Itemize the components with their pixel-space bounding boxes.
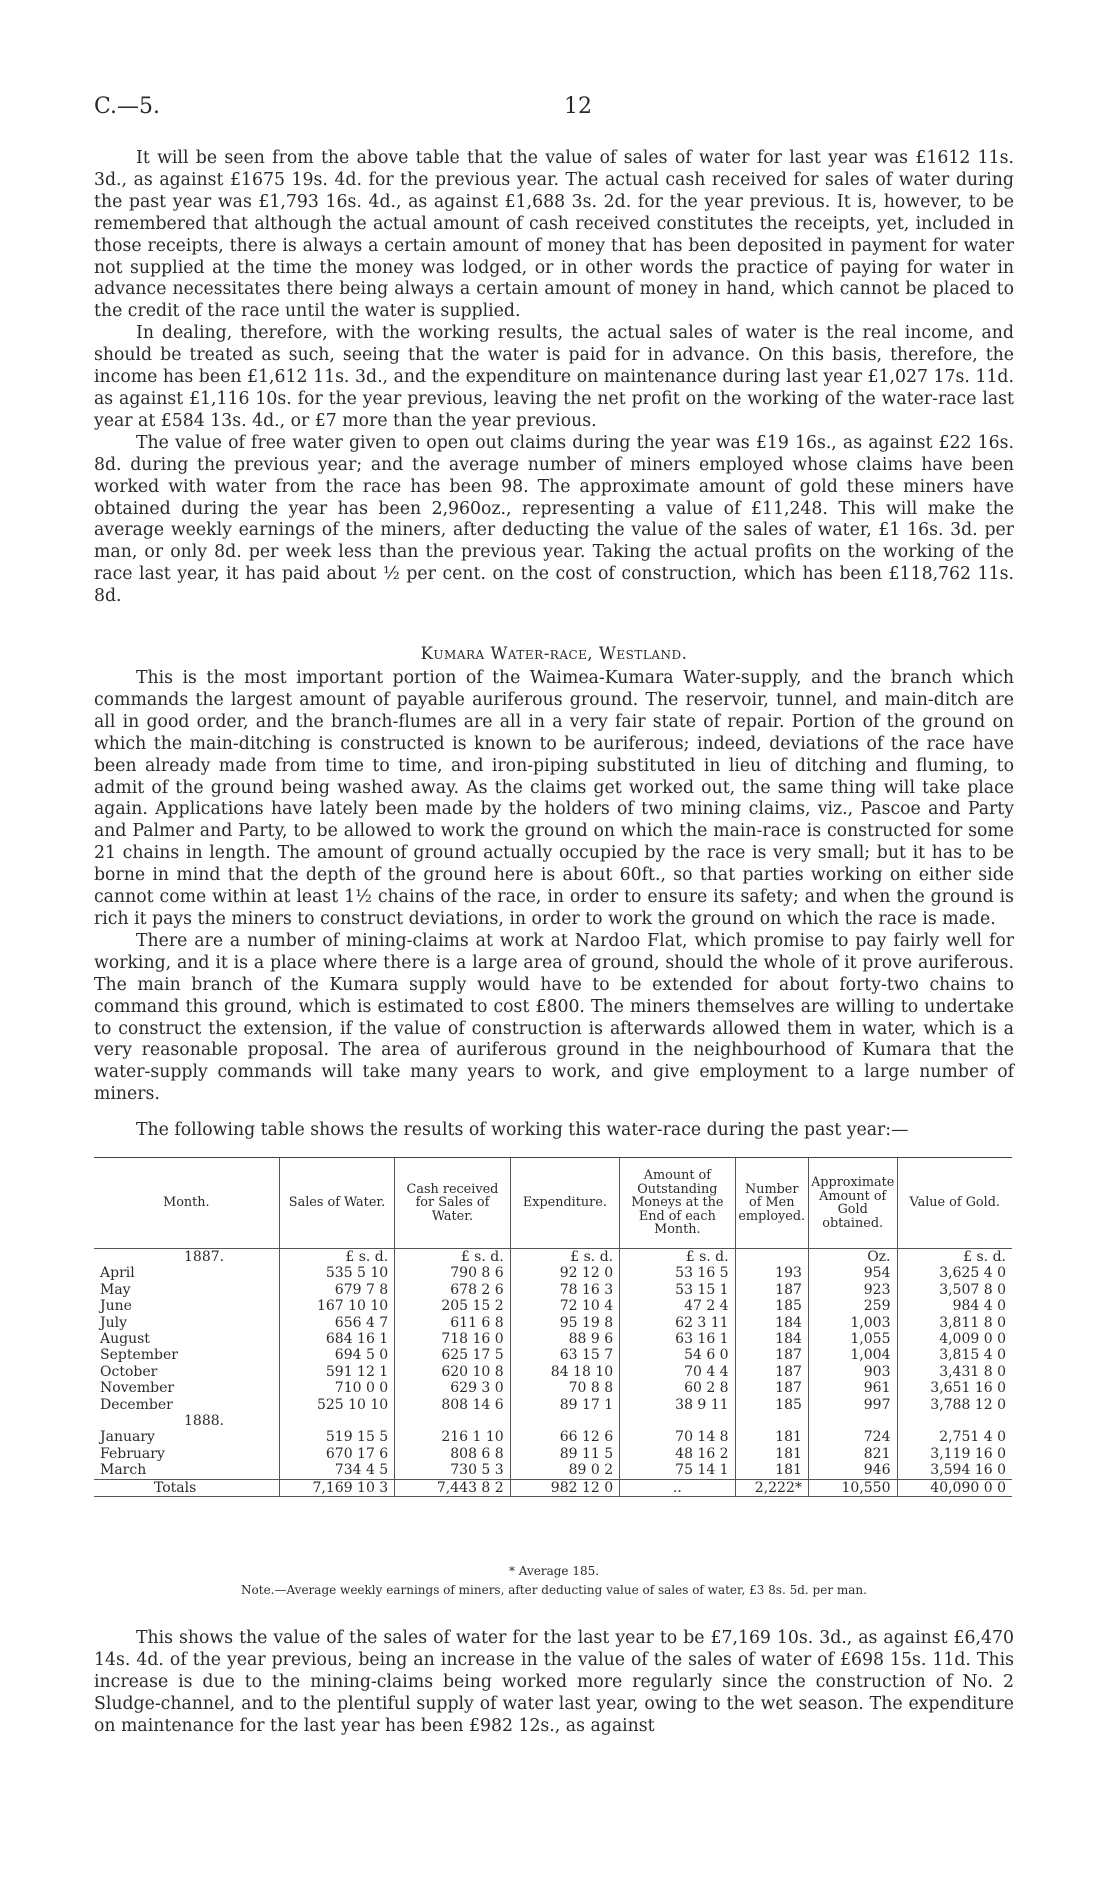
cell-value: 3,788 12 0	[897, 1397, 1012, 1413]
total-cash: 7,443 8 2	[395, 1479, 510, 1496]
cell-value: 4,009 0 0	[897, 1331, 1012, 1347]
section-heading: Kumara Water-race, Westland.	[420, 644, 688, 663]
unit-value: £ s. d.	[897, 1249, 1012, 1266]
cell-sales: 734 4 5	[279, 1462, 394, 1479]
table-row	[94, 1282, 1012, 1298]
paragraph-free-water: The value of free water given to open out claims during the year was £19 16s., as against £22 16s. 8d. during the previous year; and the average number of miners employed whose claims have been worked with water from the race has been 98. The approximate amount of gold these miners have obtained during the year has been 2,960oz., representing a value of £11,248. This will make the average weekly earnings of the miners, after deducting the value of the sales of water, £1 16s. 3d. per man, or only 8d. per week less than the previous year. Taking the actual profits on the working of the race last year, it has paid about ½ per cent. on the cost of construction, which has been £118,762 11s. 8d.	[94, 432, 1014, 607]
cell-value: 3,815 4 0	[897, 1347, 1012, 1363]
paragraph-sales-increase: This shows the value of the sales of water for the last year to be £7,169 10s. 3d., as against £6,470 14s. 4d. of the year previous, being an increase in the value of the sales of water of £698 15s. 11d. This increase is due to the mining-claims being worked more regularly since the construction of No. 2 Sludge-channel, and to the plentiful supply of water last year, owing to the wet season. The expenditure on maintenance for the last year has been £982 12s., as against	[94, 1628, 1014, 1736]
cell-oz: 997	[808, 1397, 897, 1413]
col-gold-oz: Approximate Amount of Gold obtained.	[808, 1158, 897, 1249]
totals-label: Totals	[94, 1479, 279, 1496]
table-row	[94, 1364, 1012, 1380]
cell-sales: 679 7 8	[279, 1282, 394, 1298]
cell-sales: 591 12 1	[279, 1364, 394, 1380]
unit-men	[735, 1249, 808, 1266]
unit-sales: £ s. d.	[279, 1249, 394, 1266]
cell-sales: 684 16 1	[279, 1331, 394, 1347]
total-sales: 7,169 10 3	[279, 1479, 394, 1496]
cell-value: 3,431 8 0	[897, 1364, 1012, 1380]
cell-sales: 656 4 7	[279, 1315, 394, 1331]
unit-expenditure: £ s. d.	[510, 1249, 619, 1266]
cell-oz: 821	[808, 1446, 897, 1462]
footnote-average: * Average 185.	[508, 1564, 600, 1578]
paragraph-working-results: In dealing, therefore, with the working results, the actual sales of water is the real income, and should be treated as such, seeing that the water is paid for in advance. On this basis, therefore, the income has been £1,612 11s. 3d., and the expenditure on maintenance during last year £1,027 17s. 11d. as against £1,116 10s. for the year previous, leaving the net profit on the working of the water-race last year at £584 13s. 4d., or £7 more than the year previous.	[94, 323, 1014, 431]
paragraph-sales-comparison: It will be seen from the above table that the value of sales of water for last year was £1612 11s. 3d., as against £1675 19s. 4d. for the previous year. The actual cash received for sales of water during the past year was £1,793 16s. 4d., as against £1,688 3s. 2d. for the year previous. It is, however, to be remembered that although the actual amount of cash received constitutes the receipts, yet, included in those receipts, there is always a certain amount of money that has been deposited in payment for water not supplied at the time the money was lodged, or in other words the practice of paying for water in advance necessitates there being always a certain amount of money in hand, which cannot be placed to the credit of the race until the water is supplied.	[94, 148, 1014, 322]
cell-month: September	[100, 1347, 178, 1364]
body-text-kumara	[94, 668, 1014, 1106]
total-exp: 982 12 0	[510, 1479, 619, 1496]
cell-sales: 525 10 10	[279, 1397, 394, 1413]
table-row	[94, 1265, 1012, 1281]
cell-cash: 808 14 6	[395, 1397, 510, 1413]
cell-oz: 259	[808, 1298, 897, 1314]
total-out: ..	[620, 1479, 735, 1496]
cell-cash: 678 2 6	[395, 1282, 510, 1298]
cell-men: 185	[735, 1397, 808, 1413]
cell-out: 63 16 1	[620, 1331, 735, 1347]
cell-exp: 63 15 7	[510, 1347, 619, 1363]
col-expenditure: Expenditure.	[510, 1158, 619, 1249]
cell-value: 3,625 4 0	[897, 1265, 1012, 1281]
unit-outstanding: £ s. d.	[620, 1249, 735, 1266]
footnote-note: Note.—Average weekly earnings of miners, after deducting value of sales of water, £3 8s. 5d. per man.	[241, 1583, 867, 1597]
cell-men: 187	[735, 1347, 808, 1363]
cell-value: 3,507 8 0	[897, 1282, 1012, 1298]
cell-exp: 84 18 10	[510, 1364, 619, 1380]
table-row	[94, 1380, 1012, 1396]
col-cash: Cash received for Sales of Water.	[395, 1158, 510, 1249]
cell-out: 38 9 11	[620, 1397, 735, 1413]
unit-oz: Oz.	[808, 1249, 897, 1266]
cell-oz: 946	[808, 1462, 897, 1479]
cell-sales: 519 15 5	[279, 1429, 394, 1445]
cell-cash: 790 8 6	[395, 1265, 510, 1281]
cell-oz: 923	[808, 1282, 897, 1298]
cell-month: April	[100, 1265, 135, 1282]
cell-out: 53 15 1	[620, 1282, 735, 1298]
cell-out: 53 16 5	[620, 1265, 735, 1281]
body-text-top	[94, 148, 1014, 608]
cell-men: 181	[735, 1462, 808, 1479]
total-value: 40,090 0 0	[897, 1479, 1012, 1496]
table-row	[94, 1429, 1012, 1445]
table-row	[94, 1462, 1012, 1479]
cell-value: 984 4 0	[897, 1298, 1012, 1314]
cell-value: 3,651 16 0	[897, 1380, 1012, 1396]
cell-sales: 535 5 10	[279, 1265, 394, 1281]
cell-oz: 961	[808, 1380, 897, 1396]
cell-month: June	[100, 1298, 132, 1315]
cell-exp: 89 0 2	[510, 1462, 619, 1479]
table-header-row	[94, 1158, 1012, 1249]
cell-oz: 1,004	[808, 1347, 897, 1363]
cell-out: 60 2 8	[620, 1380, 735, 1396]
table-row	[94, 1397, 1012, 1413]
cell-value: 3,811 8 0	[897, 1315, 1012, 1331]
col-outstanding: Amount of Outstanding Moneys at the End of each Month.	[620, 1158, 735, 1249]
cell-value: 2,751 4 0	[897, 1429, 1012, 1445]
page-header	[94, 94, 1014, 124]
cell-men: 187	[735, 1380, 808, 1396]
cell-cash: 730 5 3	[395, 1462, 510, 1479]
cell-out: 62 3 11	[620, 1315, 735, 1331]
cell-cash: 625 17 5	[395, 1347, 510, 1363]
year-row	[94, 1413, 1012, 1429]
table-row	[94, 1298, 1012, 1314]
cell-sales: 710 0 0	[279, 1380, 394, 1396]
cell-men: 185	[735, 1298, 808, 1314]
cell-sales: 167 10 10	[279, 1298, 394, 1314]
document-reference: C.—5.	[94, 94, 161, 119]
cell-month: March	[100, 1462, 147, 1479]
unit-cash: £ s. d.	[395, 1249, 510, 1266]
cell-value: 3,594 16 0	[897, 1462, 1012, 1479]
col-month: Month.	[94, 1158, 279, 1249]
total-oz: 10,550	[808, 1479, 897, 1496]
table-row	[94, 1347, 1012, 1363]
cell-cash: 216 1 10	[395, 1429, 510, 1445]
cell-exp: 72 10 4	[510, 1298, 619, 1314]
cell-cash: 205 15 2	[395, 1298, 510, 1314]
cell-men: 181	[735, 1446, 808, 1462]
year-label: 1887.	[184, 1249, 225, 1265]
cell-value: 3,119 16 0	[897, 1446, 1012, 1462]
cell-month: October	[100, 1363, 158, 1380]
cell-men: 187	[735, 1282, 808, 1298]
cell-men: 181	[735, 1429, 808, 1445]
cell-month: May	[100, 1281, 131, 1298]
cell-month: July	[100, 1314, 128, 1331]
cell-month: January	[100, 1429, 155, 1446]
page-number: 12	[564, 94, 592, 119]
cell-oz: 903	[808, 1364, 897, 1380]
cell-sales: 670 17 6	[279, 1446, 394, 1462]
cell-out: 47 2 4	[620, 1298, 735, 1314]
cell-month: December	[100, 1396, 173, 1413]
cell-exp: 88 9 6	[510, 1331, 619, 1347]
cell-cash: 718 16 0	[395, 1331, 510, 1347]
col-sales: Sales of Water.	[279, 1158, 394, 1249]
totals-row	[94, 1479, 1012, 1496]
cell-month: August	[100, 1331, 150, 1348]
units-row	[94, 1249, 1012, 1266]
cell-cash: 620 10 8	[395, 1364, 510, 1380]
table-row	[94, 1315, 1012, 1331]
col-men: Number of Men employed.	[735, 1158, 808, 1249]
cell-out: 75 14 1	[620, 1462, 735, 1479]
cell-cash: 808 6 8	[395, 1446, 510, 1462]
cell-sales: 694 5 0	[279, 1347, 394, 1363]
total-men: 2,222*	[735, 1479, 808, 1496]
cell-men: 184	[735, 1315, 808, 1331]
cell-men: 187	[735, 1364, 808, 1380]
cell-out: 48 16 2	[620, 1446, 735, 1462]
cell-men: 193	[735, 1265, 808, 1281]
body-text-bottom	[94, 1628, 1014, 1738]
col-gold-value: Value of Gold.	[897, 1158, 1012, 1249]
cell-exp: 70 8 8	[510, 1380, 619, 1396]
cell-exp: 89 17 1	[510, 1397, 619, 1413]
table-row	[94, 1446, 1012, 1462]
cell-cash: 629 3 0	[395, 1380, 510, 1396]
cell-month: November	[100, 1380, 175, 1397]
table-intro: The following table shows the results of working this water-race during the past year:—	[136, 1120, 909, 1140]
cell-exp: 92 12 0	[510, 1265, 619, 1281]
cell-exp: 66 12 6	[510, 1429, 619, 1445]
cell-out: 54 6 0	[620, 1347, 735, 1363]
cell-month: February	[100, 1445, 165, 1462]
cell-out: 70 4 4	[620, 1364, 735, 1380]
cell-oz: 954	[808, 1265, 897, 1281]
cell-exp: 78 16 3	[510, 1282, 619, 1298]
cell-oz: 1,003	[808, 1315, 897, 1331]
cell-cash: 611 6 8	[395, 1315, 510, 1331]
cell-out: 70 14 8	[620, 1429, 735, 1445]
cell-exp: 95 19 8	[510, 1315, 619, 1331]
paragraph-nardoo-flat: There are a number of mining-claims at work at Nardoo Flat, which promise to pay fairly well for working, and it is a place where there is a large area of ground, should the whole of it prove auriferous. The main branch of the Kumara supply would have to be extended for about forty-two chains to command this ground, which is estimated to cost £800. The miners themselves are willing to undertake to construct the extension, if the value of construction is afterwards allowed them in water, which is a very reasonable proposal. The area of auriferous ground in the neighbourhood of Kumara that the water-supply commands will take many years to work, and give employment to a large number of miners.	[94, 930, 1014, 1105]
paragraph-kumara-race: This is the most important portion of the Waimea-Kumara Water-supply, and the branch which commands the largest amount of payable auriferous ground. The reservoir, tunnel, and main-ditch are all in good order, and the branch-flumes are all in a very fair state of repair. Portion of the ground on which the main-ditching is constructed is known to be auriferous; indeed, deviations of the race have been already made from time to time, and iron-piping substituted in lieu of ditching and fluming, to admit of the ground being washed away. As the claims get worked out, the same thing will take place again. Applications have lately been made by the holders of two mining claims, viz., Pascoe and Party and Palmer and Party, to be allowed to work the ground on which the main-race is constructed for some 21 chains in length. The amount of ground actually occupied by the race is very small; but it has to be borne in mind that the depth of the ground here is about 60ft., so that parties working on either side cannot come within at least 1½ chains of the race, in order to ensure its safety; and when the ground is rich it pays the miners to construct deviations, in order to work the ground on which the race is made.	[94, 668, 1014, 929]
year-label: 1888.	[184, 1413, 225, 1430]
cell-men: 184	[735, 1331, 808, 1347]
water-race-table	[94, 1157, 1012, 1497]
cell-oz: 1,055	[808, 1331, 897, 1347]
cell-exp: 89 11 5	[510, 1446, 619, 1462]
table-row	[94, 1331, 1012, 1347]
cell-oz: 724	[808, 1429, 897, 1445]
